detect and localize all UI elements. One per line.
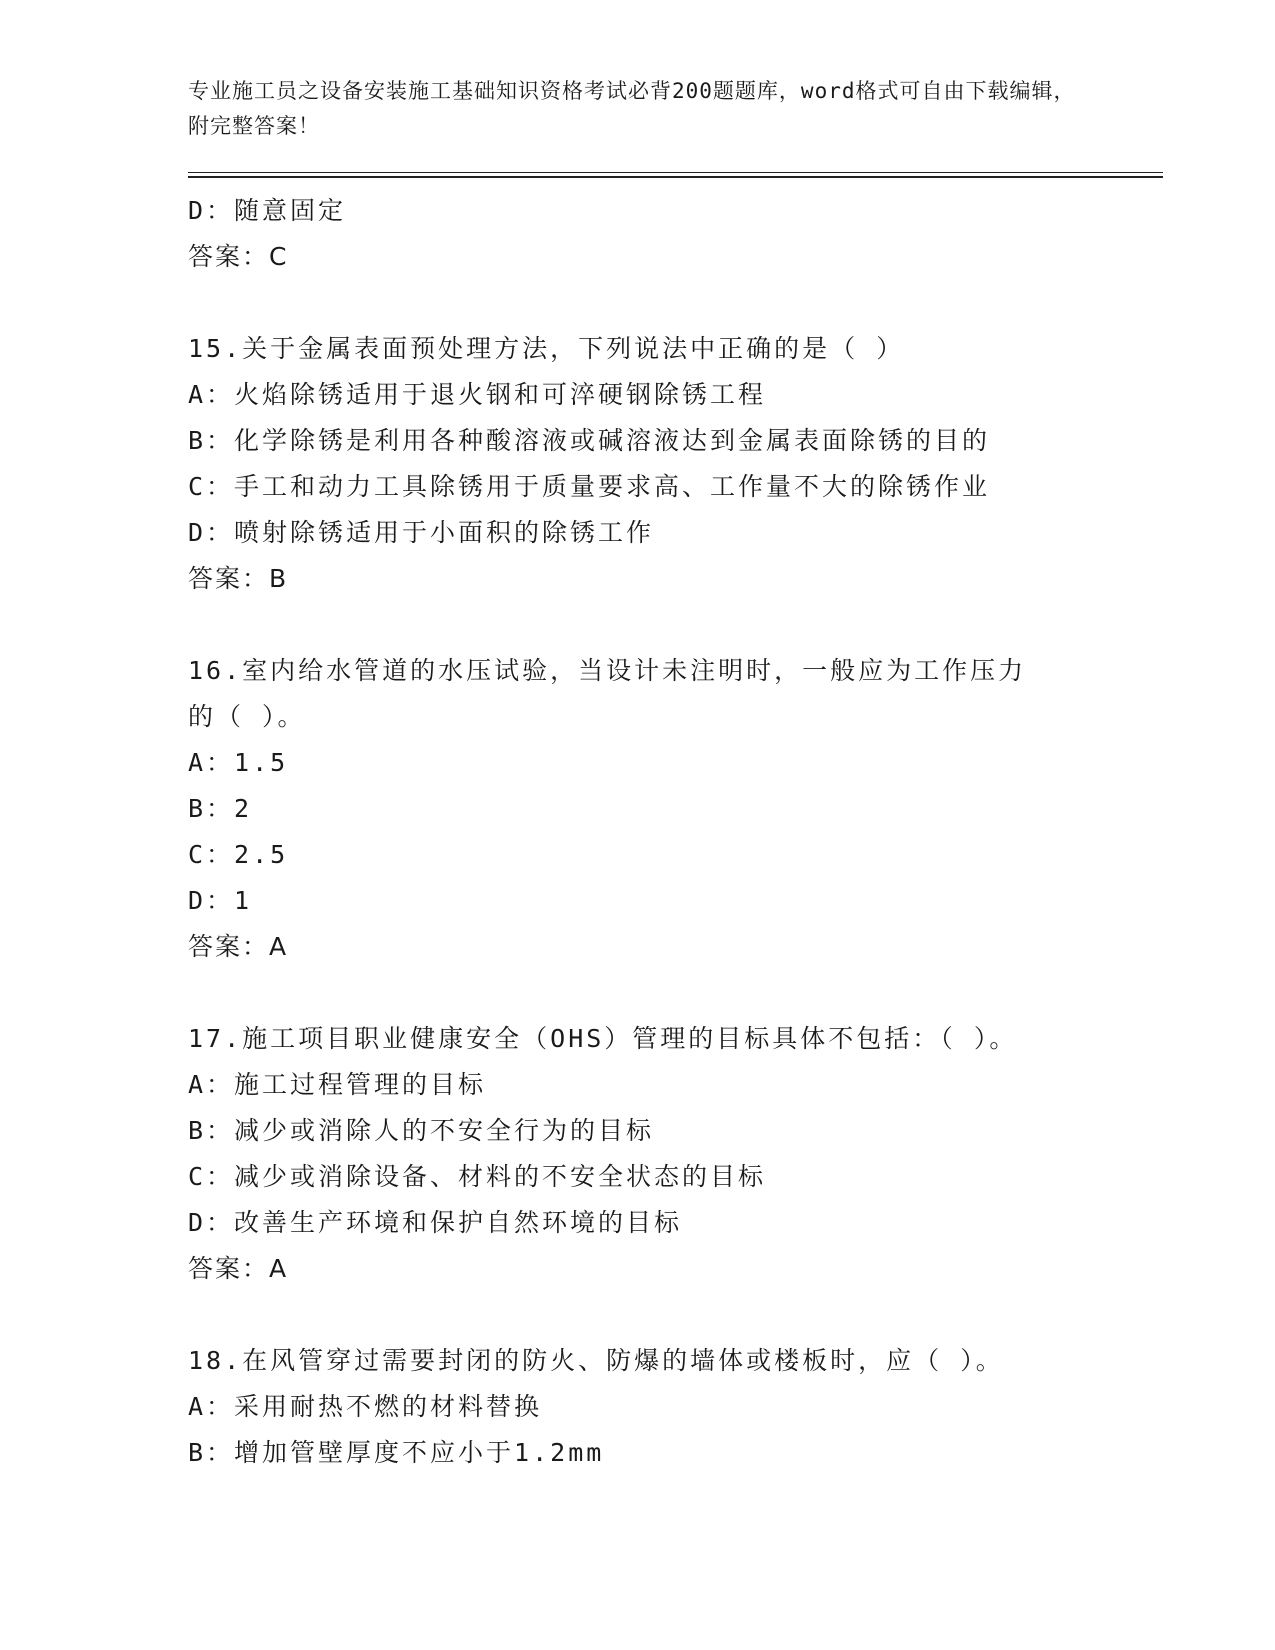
question-stem: 17.施工项目职业健康安全（OHS）管理的目标具体不包括：（ ）。 [188,1024,1018,1053]
answer-line: 答案：A [188,1254,289,1283]
option-c: C：2.5 [188,840,289,869]
option-b: B：增加管壁厚度不应小于1.2mm [188,1438,605,1467]
option-d: D：喷射除锈适用于小面积的除锈工作 [188,518,655,547]
option-a: A：施工过程管理的目标 [188,1070,487,1099]
header-rule-bottom [188,176,1163,178]
spacer [188,602,1088,648]
header-rule-top [188,172,1163,173]
page-header: 专业施工员之设备安装施工基础知识资格考试必背200题题库，word格式可自由下载编辑，附完整答案！ [188,79,1076,138]
option-d: D：1 [188,886,253,915]
question-15 [188,326,1088,602]
question-stem: 18.在风管穿过需要封闭的防火、防爆的墙体或楼板时，应（ ）。 [188,1346,1004,1375]
option-a: A：1.5 [188,748,289,777]
option-a: A：采用耐热不燃的材料替换 [188,1392,543,1421]
option-d: D：随意固定 [188,196,347,225]
question-18 [188,1338,1088,1476]
answer-line: 答案：A [188,932,289,961]
question-16 [188,648,1088,970]
question-stem: 16.室内给水管道的水压试验，当设计未注明时，一般应为工作压力的（ ）。 [188,656,1027,731]
option-c: C：减少或消除设备、材料的不安全状态的目标 [188,1162,767,1191]
option-a: A：火焰除锈适用于退火钢和可淬硬钢除锈工程 [188,380,767,409]
spacer [188,1292,1088,1338]
option-c: C：手工和动力工具除锈用于质量要求高、工作量不大的除锈作业 [188,472,991,501]
option-d: D：改善生产环境和保护自然环境的目标 [188,1208,683,1237]
question-17 [188,1016,1088,1292]
option-b: B：减少或消除人的不安全行为的目标 [188,1116,655,1145]
spacer [188,970,1088,1016]
option-b: B：2 [188,794,253,823]
question-list [188,188,1088,1476]
question-stem: 15.关于金属表面预处理方法，下列说法中正确的是（ ） [188,334,905,363]
option-b: B：化学除锈是利用各种酸溶液或碱溶液达到金属表面除锈的目的 [188,426,991,455]
answer-line: 答案：C [188,242,289,271]
spacer [188,280,1088,326]
answer-line: 答案：B [188,564,289,593]
